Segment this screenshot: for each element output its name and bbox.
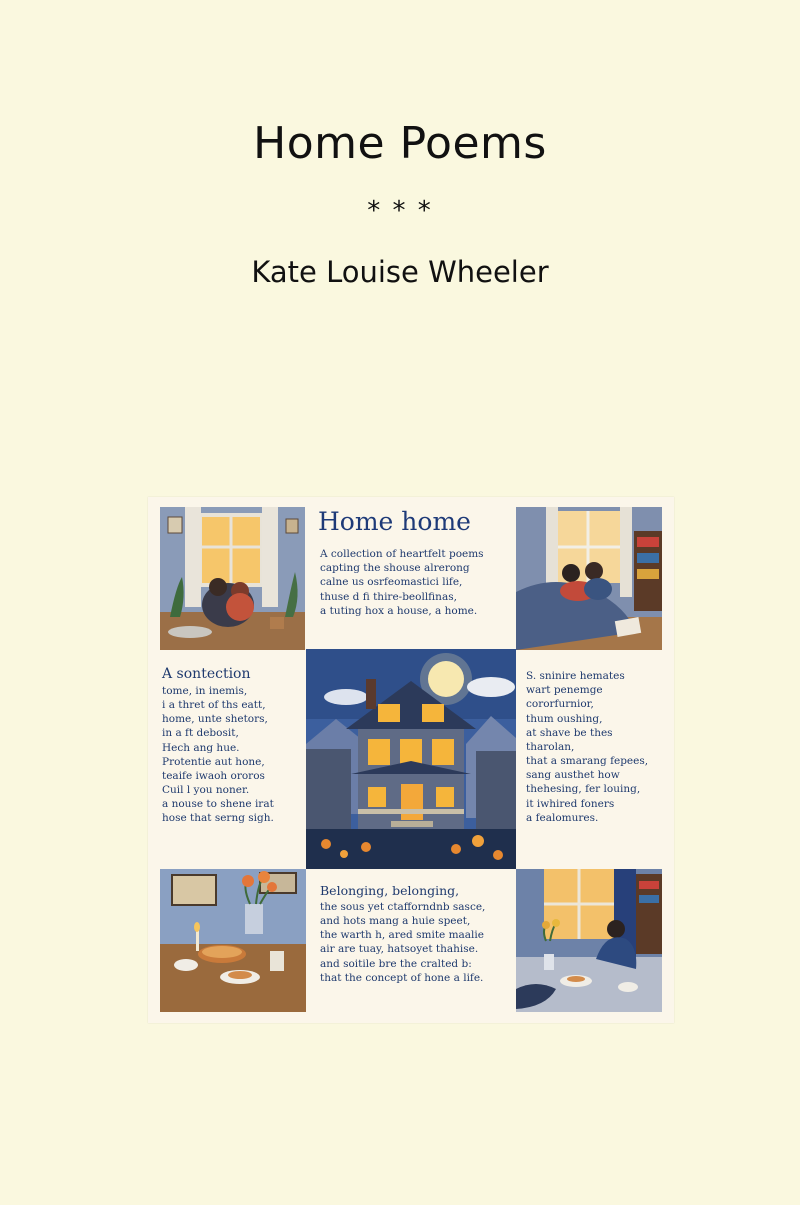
text-line: Protentie aut hone, [162,755,265,768]
text-line: a tuting hox a house, a home. [320,604,478,617]
text-line: the sous yet ctafforndnb sasce, [320,900,486,913]
text-line: cororfurnior, [526,698,594,711]
text-line: calne us osrfeomastici life, [320,576,463,589]
text-line: home, unte shetors, [162,713,268,726]
artwork-intro-text [320,547,484,618]
text-line: Cuil l you noner. [162,784,250,797]
artwork-left-poem [162,665,274,826]
text-line: thuse d fi thire-beollfinas, [320,590,457,603]
text-line: capting the shouse alrerong [320,562,470,575]
text-line: thum oushing, [526,712,603,725]
text-line: i a thret of ths eatt, [162,699,266,712]
dinner-table-illustration [160,869,306,1012]
artwork-bottom-poem [320,883,485,985]
text-line: and soitile bre the cralted b: [320,957,472,970]
text-line: that a smarang fepees, [526,755,649,768]
text-line: Hech ang hue. [162,741,240,754]
text-line: Belonging, belonging, [320,883,460,898]
couple-in-bed-illustration [516,507,662,650]
text-line: hose that serng sigh. [162,812,274,825]
text-line: S. sninire hemates [526,670,625,682]
couple-hugging-illustration [160,507,305,650]
text-line: A collection of heartfelt poems [320,548,484,560]
cover-artwork [148,497,674,1023]
text-line: the warth h, ared smite maalie [320,929,484,942]
text-line: tharolan, [526,740,575,753]
text-line: and hots mang a huie speet, [320,915,471,928]
text-line: sang austhet how [526,769,620,782]
artwork-heading: Home home [318,507,471,536]
text-line: air are tuay, hatsoyet thahise. [320,943,479,956]
book-title: Home Poems [253,118,547,169]
text-line: tome, in inemis, [162,684,248,697]
text-line: that the concept of hone a life. [320,971,484,984]
person-at-table-illustration [516,869,662,1012]
text-line: a nouse to shene irat [162,798,274,811]
text-line: teaife iwaoh ororos [162,769,265,782]
text-line: it iwhired foners [526,797,615,810]
artwork-right-poem [526,669,648,825]
text-line: wart penemge [526,684,603,697]
text-line: at shave be thes [526,726,613,739]
text-line: thehesing, fer louing, [526,783,641,796]
house-at-night-illustration [306,649,516,869]
text-line: a fealomures. [526,811,599,824]
text-line: A sontection [162,666,251,682]
title-separator: * * * [367,196,433,226]
text-line: in a ft debosit, [162,727,239,740]
author-name: Kate Louise Wheeler [251,255,549,289]
